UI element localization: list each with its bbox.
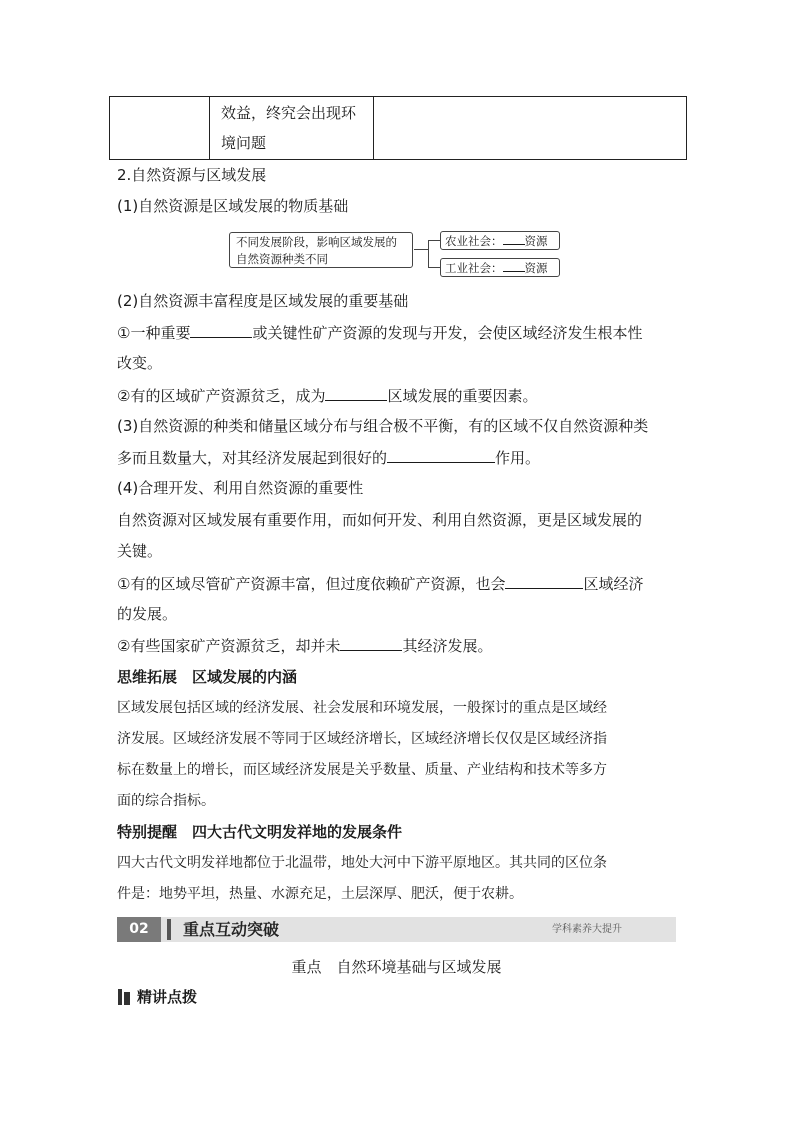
answer-blank[interactable] bbox=[340, 635, 402, 651]
diagram-arrow bbox=[428, 240, 440, 241]
expand-line: 济发展。区域经济发展不等同于区域经济增长，区域经济增长仅仅是区域经济指 bbox=[117, 731, 607, 747]
text-line: 的发展。 bbox=[117, 605, 178, 623]
section-banner bbox=[117, 917, 676, 942]
banner-subtitle: 学科素养大提升 bbox=[552, 924, 622, 935]
reminder-line: 四大古代文明发祥地都位于北温带，地处大河中下游平原地区。其共同的区位条 bbox=[117, 855, 607, 871]
text-line: 关键。 bbox=[117, 542, 163, 560]
expand-line: 标在数量上的增长，而区域经济发展是关乎数量、质量、产业结构和技术等多方 bbox=[117, 762, 607, 778]
section-heading: 2.自然资源与区域发展 bbox=[117, 166, 267, 184]
diagram-arrow bbox=[428, 267, 440, 268]
text-segment: ①有的区域尽管矿产资源丰富，但过度依赖矿产资源，也会 bbox=[117, 575, 506, 593]
diagram-connector bbox=[414, 249, 428, 250]
diagram-industry-box bbox=[440, 258, 560, 277]
banner-divider bbox=[167, 919, 171, 940]
text-segment: 其经济发展。 bbox=[402, 637, 493, 655]
text-line bbox=[117, 447, 540, 468]
answer-blank[interactable] bbox=[503, 232, 525, 245]
diagram-box-line: 不同发展阶段，影响区域发展的 bbox=[236, 235, 397, 249]
table-divider bbox=[373, 97, 374, 159]
text-line bbox=[117, 322, 642, 343]
industry-label: 工业社会： bbox=[445, 261, 503, 275]
text-segment: 区域发展的重要因素。 bbox=[387, 387, 538, 405]
industry-suffix: 资源 bbox=[524, 261, 548, 275]
answer-blank[interactable] bbox=[503, 259, 525, 272]
diagram-agri-box bbox=[440, 231, 560, 250]
text-line: 改变。 bbox=[117, 354, 163, 372]
table-divider bbox=[209, 97, 210, 159]
text-segment: 区域经济 bbox=[583, 575, 644, 593]
subsection-marker-icon bbox=[118, 989, 131, 1005]
reminder-heading: 特别提醒 四大古代文明发祥地的发展条件 bbox=[117, 823, 403, 841]
text-line: 自然资源对区域发展有重要作用，而如何开发、利用自然资源，更是区域发展的 bbox=[117, 511, 643, 529]
expand-line: 面的综合指标。 bbox=[117, 793, 215, 809]
text-segment: 作用。 bbox=[495, 449, 541, 467]
text-line bbox=[117, 385, 537, 406]
para-heading: (1)自然资源是区域发展的物质基础 bbox=[117, 197, 349, 215]
reminder-line: 件是：地势平坦，热量、水源充足，土层深厚、肥沃，便于农耕。 bbox=[117, 886, 523, 902]
expand-line: 区域发展包括区域的经济发展、社会发展和环境发展，一般探讨的重点是区域经 bbox=[117, 700, 607, 716]
answer-blank[interactable] bbox=[505, 573, 583, 589]
text-line: (3)自然资源的种类和储量区域分布与组合极不平衡，有的区域不仅自然资源种类 bbox=[117, 417, 649, 435]
text-segment: ①一种重要 bbox=[117, 324, 191, 342]
text-segment: ②有的区域矿产资源贫乏，成为 bbox=[117, 387, 326, 405]
text-segment: 或关键性矿产资源的发现与开发，会使区域经济发生根本性 bbox=[252, 324, 643, 342]
text-segment: ②有些国家矿产资源贫乏，却并未 bbox=[117, 637, 341, 655]
diagram-box-line: 自然资源种类不同 bbox=[236, 252, 328, 266]
banner-title: 重点互动突破 bbox=[183, 920, 280, 939]
para-heading: (2)自然资源丰富程度是区域发展的重要基础 bbox=[117, 292, 409, 310]
para-heading: (4)合理开发、利用自然资源的重要性 bbox=[117, 479, 364, 497]
text-segment: 多而且数量大，对其经济发展起到很好的 bbox=[117, 449, 388, 467]
diagram-main-box bbox=[229, 232, 413, 268]
text-line bbox=[117, 635, 492, 656]
diagram-connector bbox=[428, 240, 429, 267]
table-fragment bbox=[109, 96, 687, 160]
expand-heading: 思维拓展 区域发展的内涵 bbox=[117, 668, 298, 686]
table-cell-line: 效益，终究会出现环 bbox=[221, 104, 357, 122]
key-point-title: 重点 自然环境基础与区域发展 bbox=[291, 958, 502, 976]
answer-blank[interactable] bbox=[325, 385, 387, 401]
agri-suffix: 资源 bbox=[524, 234, 548, 248]
subsection-title: 精讲点拨 bbox=[137, 988, 198, 1006]
agri-label: 农业社会： bbox=[445, 234, 503, 248]
text-line bbox=[117, 573, 643, 594]
table-cell-line: 境问题 bbox=[221, 134, 267, 152]
answer-blank[interactable] bbox=[190, 322, 252, 338]
answer-blank[interactable] bbox=[387, 447, 495, 463]
banner-number: 02 bbox=[117, 917, 161, 942]
